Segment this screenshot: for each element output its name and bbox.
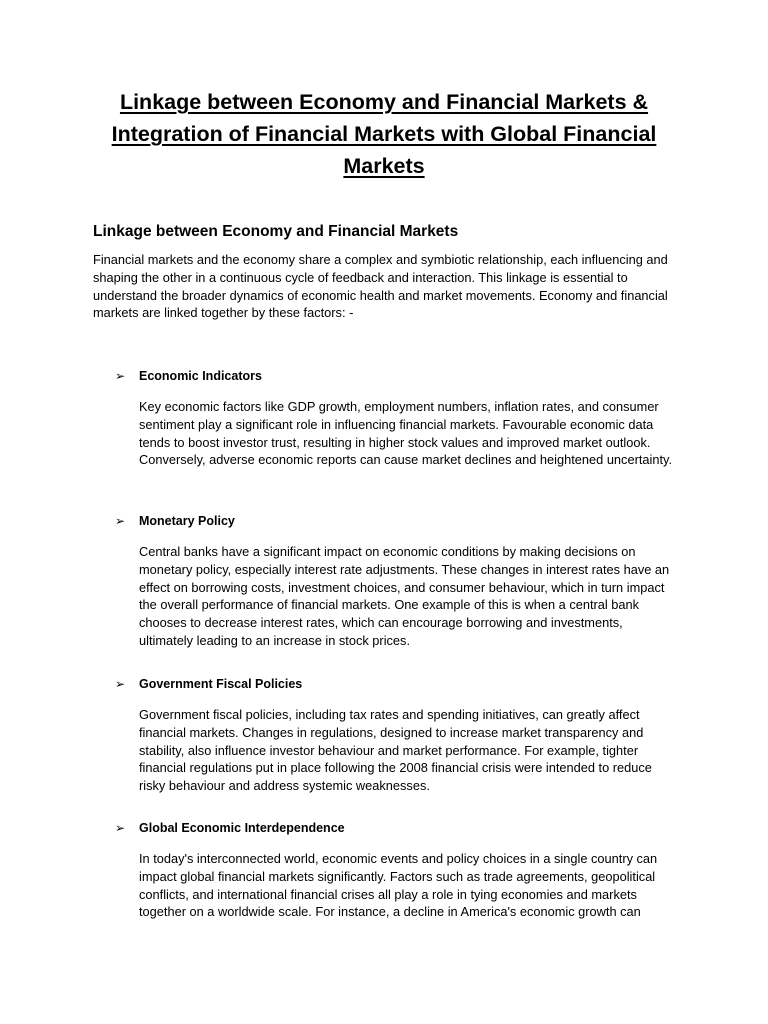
factor-body: Key economic factors like GDP growth, employment numbers, inflation rates, and consumer sentiment play a significant role in influencing financial markets. Favourable economic data tends to boost investor trust, resulting in higher stock values and improved market outlook. Conversely, adverse economic reports can cause market declines and heightened uncertainty. bbox=[139, 399, 673, 468]
intro-paragraph: Financial markets and the economy share a complex and symbiotic relationship, each influencing and shaping the other in a continuous cycle of feedback and interaction. This linkage is essential to understand the broader dynamics of economic health and market movements. Economy and financial markets are linked together by these factors: - bbox=[93, 252, 668, 321]
factor-global-economic-interdependence bbox=[115, 818, 675, 921]
factor-title: Monetary Policy bbox=[139, 514, 235, 528]
arrow-bullet-icon: ➢ bbox=[115, 821, 126, 835]
factor-government-fiscal-policies bbox=[115, 674, 675, 795]
factor-header bbox=[115, 818, 675, 838]
factor-header bbox=[115, 674, 675, 694]
factor-body: Government fiscal policies, including tax rates and spending initiatives, can greatly affect financial markets. Changes in regulations, designed to increase market transparency and stability, also influence investor behaviour and market performance. For example, tighter financial regulations put in place following the 2008 financial crisis were intended to reduce risky behaviour and address systemic weaknesses. bbox=[139, 707, 652, 794]
factor-title: Economic Indicators bbox=[139, 369, 262, 383]
section-heading: Linkage between Economy and Financial Markets bbox=[93, 223, 459, 240]
factor-body: In today's interconnected world, economic events and policy choices in a single country can impact global financial markets significantly. Factors such as trade agreements, geopolitical conflicts, and international financial crises all play a role in tying economies and markets together on a worldwide scale. For instance, a decline in America's economic growth can bbox=[139, 851, 658, 920]
document-title: Linkage between Economy and Financial Markets & Integration of Financial Markets with Global Financial Markets bbox=[111, 90, 657, 178]
factor-monetary-policy bbox=[115, 511, 675, 650]
factor-header bbox=[115, 511, 675, 531]
arrow-bullet-icon: ➢ bbox=[115, 677, 126, 691]
factor-header bbox=[115, 366, 675, 386]
arrow-bullet-icon: ➢ bbox=[115, 369, 126, 383]
factor-body: Central banks have a significant impact on economic conditions by making decisions on monetary policy, especially interest rate adjustments. These changes in interest rates have an effect on borrowing costs, investment choices, and consumer behaviour, which in turn impact the overall performance of financial markets. One example of this is when a central bank chooses to decrease interest rates, which can encourage borrowing and investments, ultimately leading to an increase in stock prices. bbox=[139, 544, 670, 648]
factor-title: Global Economic Interdependence bbox=[139, 821, 345, 835]
factor-title: Government Fiscal Policies bbox=[139, 677, 303, 691]
arrow-bullet-icon: ➢ bbox=[115, 514, 126, 528]
factor-economic-indicators bbox=[115, 366, 675, 469]
